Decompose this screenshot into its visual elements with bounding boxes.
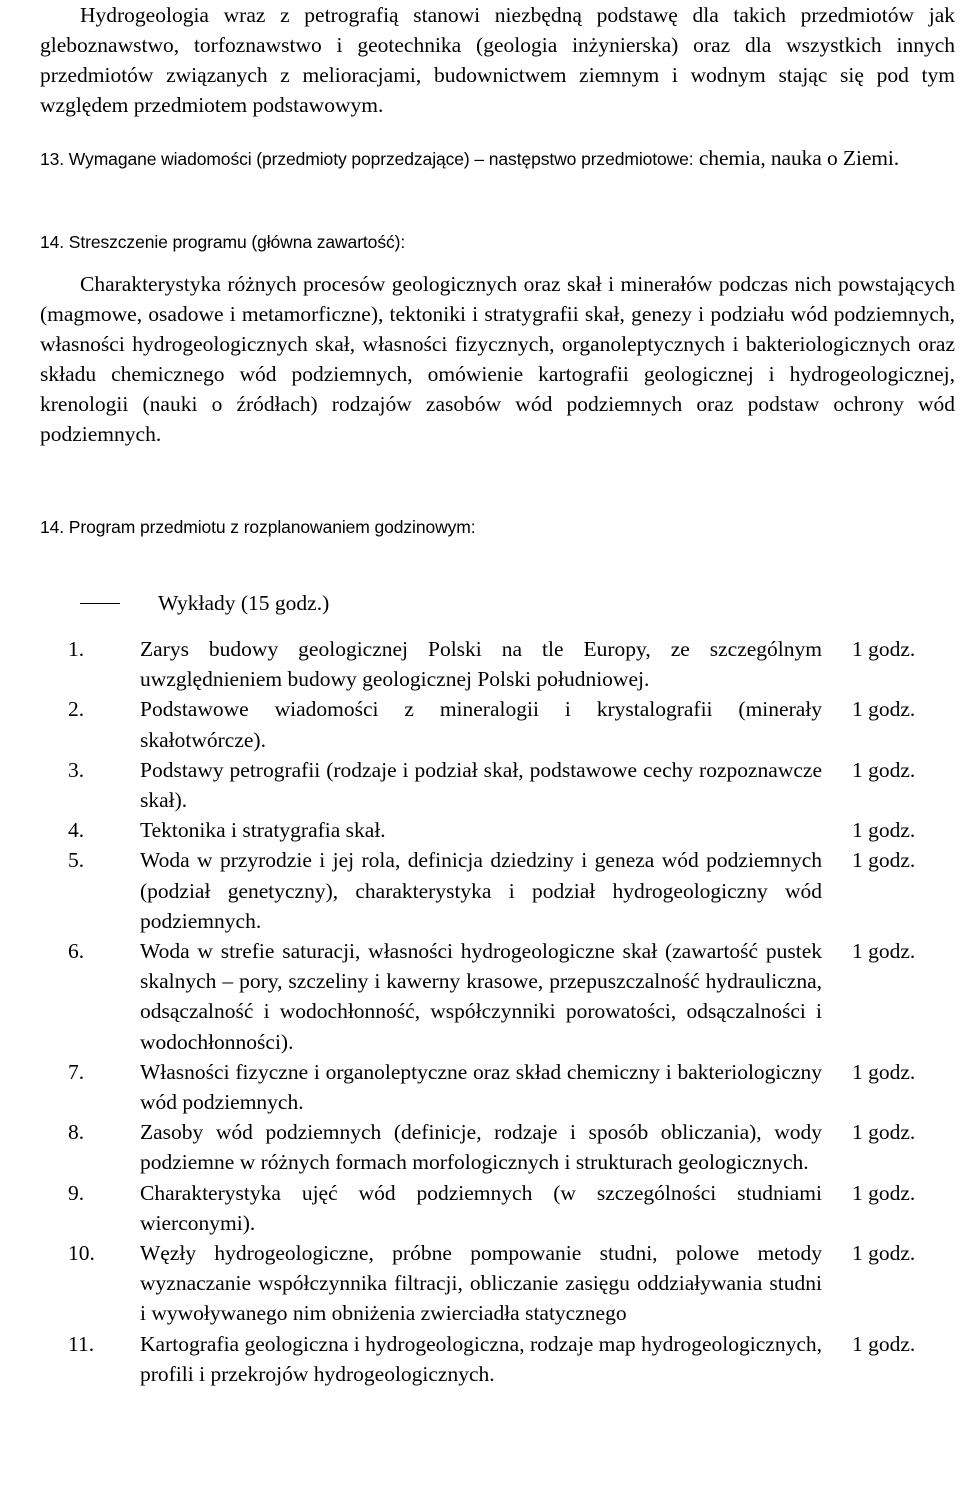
topic-hours: 1 godz. — [852, 818, 916, 843]
section-14-schedule-heading: 14. Program przedmiotu z rozplanowaniem godzinowym: — [40, 517, 476, 537]
topic-text: Woda w przyrodzie i jej rola, definicja dziedziny i geneza wód podziemnych (podział genetyczny), charakterystyka i podział hydrogeologiczny wód podziemnych. — [140, 848, 822, 933]
document-page — [40, 0, 955, 1386]
topic-text: Podstawowe wiadomości z mineralogii i krystalografii (minerały skałotwórcze). — [140, 697, 822, 752]
list-item — [68, 634, 958, 694]
topic-number: 2. — [68, 697, 85, 722]
topic-text: Węzły hydrogeologiczne, próbne pompowanie studni, polowe metody wyznaczanie współczynnika filtracji, obliczanie zasięgu oddziaływania studni i wywoływanego nim obniżenia zwierciadła statycznego — [140, 1241, 822, 1326]
topic-text: Tektonika i stratygrafia skał. — [140, 818, 386, 843]
topic-hours: 1 godz. — [852, 1120, 916, 1145]
list-item — [68, 1057, 958, 1117]
intro-paragraph: Hydrogeologia wraz z petrografią stanowi niezbędną podstawę dla takich przedmiotów jak gleboznawstwo, torfoznawstwo i geotechnika (geologia inżynierska) oraz dla wszystkich innych przedmiotów związanych z melioracjami, budownictwem ziemnym i wodnym stając się pod tym względem przedmiotem podstawowym. — [40, 3, 955, 117]
topic-text: Zarys budowy geologicznej Polski na tle Europy, ze szczególnym uwzględnieniem budowy geologicznej Polski południowej. — [140, 637, 822, 692]
topic-number: 9. — [68, 1180, 85, 1205]
list-item — [68, 694, 958, 754]
program-summary: Charakterystyka różnych procesów geologicznych oraz skał i minerałów podczas nich powstających (magmowe, osadowe i metamorficzne), tektoniki i stratygrafii skał, genezy i podziału wód podziemnych, własności hydrogeologicznych skał, własności fizycznych, organoleptycznych i bakteriologicznych oraz składu chemicznego wód podziemnych, omówienie kartografii geologicznej i hydrogeologicznej, krenologii (nauki o źródłach) rodzajów zasobów wód podziemnych oraz podstaw ochrony wód podziemnych. — [40, 272, 955, 446]
topic-hours: 1 godz. — [852, 1059, 916, 1084]
list-item — [68, 1178, 958, 1238]
list-item — [68, 1117, 958, 1177]
list-item — [68, 1238, 958, 1329]
topic-hours: 1 godz. — [852, 757, 916, 782]
topic-number: 3. — [68, 757, 85, 782]
topic-hours: 1 godz. — [852, 939, 916, 964]
topic-hours: 1 godz. — [852, 697, 916, 722]
topic-text: Podstawy petrografii (rodzaje i podział skał, podstawowe cechy rozpoznawcze skał). — [140, 757, 822, 813]
topic-number: 4. — [68, 818, 85, 843]
topic-text: Woda w strefie saturacji, własności hydrogeologiczne skał (zawartość pustek skalnych – pory, szczeliny i kawerny krasowe, przepuszczalność hydrauliczna, odsączalność i wodochłonność, współczynniki porowatości, odsączalności i wodochłonności). — [140, 939, 822, 1054]
section-14-heading: 14. Streszczenie programu (główna zawartość): — [40, 232, 406, 252]
topic-text: Kartografia geologiczna i hydrogeologiczna, rodzaje map hydrogeologicznych, profili i przekrojów hydrogeologicznych. — [140, 1331, 822, 1386]
lectures-heading — [80, 588, 329, 618]
topic-hours: 1 godz. — [852, 637, 916, 661]
topic-hours: 1 godz. — [852, 1241, 916, 1266]
topic-text: Charakterystyka ujęć wód podziemnych (w szczególności studniami wierconymi). — [140, 1180, 822, 1235]
topic-number: 10. — [68, 1241, 95, 1266]
topic-text: Zasoby wód podziemnych (definicje, rodzaje i sposób obliczania), wody podziemne w różnych formach morfologicznych i strukturach geologicznych. — [140, 1120, 822, 1175]
topic-text: Własności fizyczne i organoleptyczne oraz skład chemiczny i bakteriologiczny wód podziemnych. — [140, 1059, 822, 1115]
lecture-topics-list — [68, 634, 958, 1389]
dash-bullet — [80, 603, 120, 604]
section-13 — [40, 143, 920, 174]
topic-number: 5. — [68, 848, 85, 873]
topic-hours: 1 godz. — [852, 1180, 916, 1205]
list-item — [68, 755, 958, 815]
topic-number: 7. — [68, 1059, 85, 1084]
topic-number: 1. — [68, 637, 85, 661]
lectures-heading-label: Wykłady (15 godz.) — [158, 591, 330, 615]
section-13-label: 13. Wymagane wiadomości (przedmioty poprzedzające) – następstwo przedmiotowe: — [40, 149, 694, 169]
topic-number: 8. — [68, 1120, 85, 1145]
topic-number: 11. — [68, 1331, 95, 1356]
topic-hours: 1 godz. — [852, 848, 916, 873]
list-item — [68, 845, 958, 936]
list-item — [68, 1329, 958, 1389]
list-item — [68, 815, 958, 845]
section-13-value: chemia, nauka o Ziemi. — [693, 146, 900, 170]
topic-hours: 1 godz. — [852, 1331, 916, 1356]
topic-number: 6. — [68, 939, 85, 964]
list-item — [68, 936, 958, 1057]
